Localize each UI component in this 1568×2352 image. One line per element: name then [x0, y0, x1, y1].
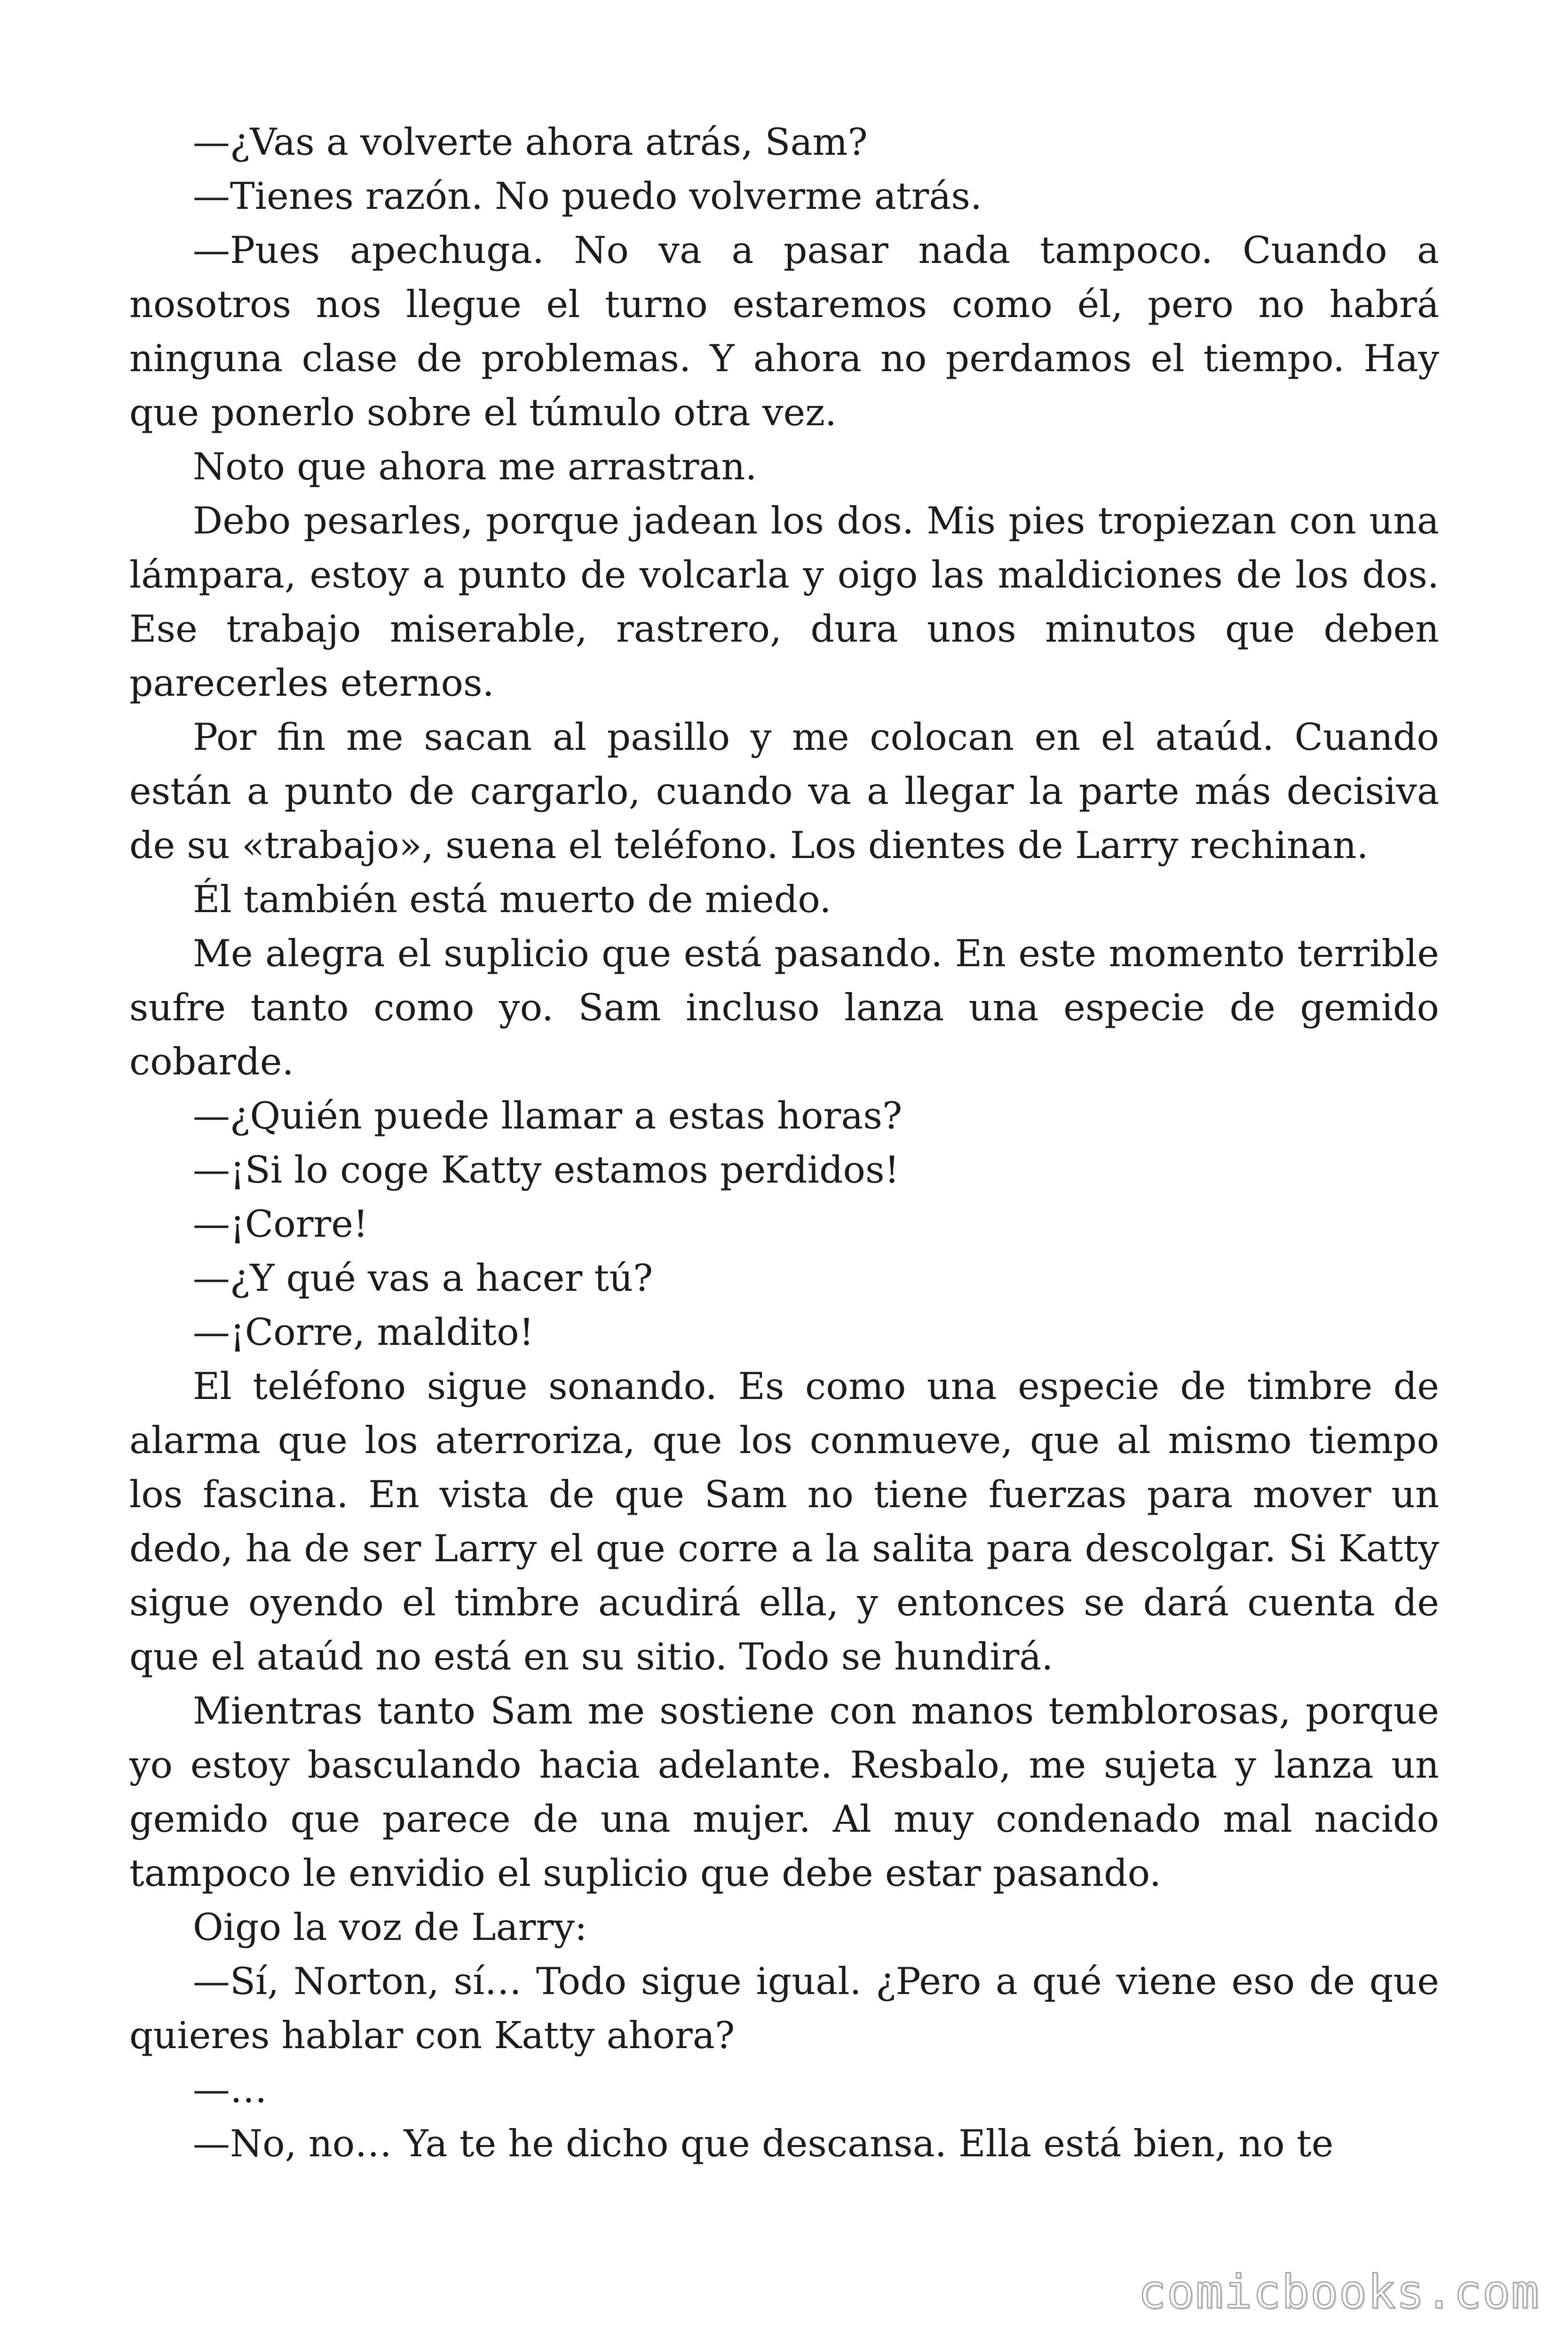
watermark-logo: comicbooks.com: [1138, 2265, 1540, 2319]
paragraph: Noto que ahora me arrastran.: [193, 445, 757, 488]
paragraph: —Pues apechuga. No va a pasar nada tampoco. Cuando a nosotros nos llegue el turno estaremos como él, pero no habrá ninguna clase de problemas. Y ahora no perdamos el tiempo. Hay que ponerlo sobre el túmulo otra vez.: [129, 229, 1439, 434]
paragraph: —¡Corre, maldito!: [193, 1311, 534, 1354]
paragraph: —¿Y qué vas a hacer tú?: [193, 1256, 653, 1300]
paragraph: —…: [193, 2068, 267, 2111]
paragraph: El teléfono sigue sonando. Es como una especie de timbre de alarma que los aterroriza, que los conmueve, que al mismo tiempo los fascina. En vista de que Sam no tiene fuerzas para mover un dedo, ha de ser Larry el que corre a la salita para descolgar. Si Katty sigue oyendo el timbre acudirá ella, y entonces se dará cuenta de que el ataúd no está en su sitio. Todo se hundirá.: [129, 1365, 1439, 1678]
paragraph: Oigo la voz de Larry:: [193, 1906, 587, 1949]
paragraph: —¡Si lo coge Katty estamos perdidos!: [193, 1148, 900, 1192]
paragraph: —¿Quién puede llamar a estas horas?: [193, 1094, 903, 1137]
paragraph: Él también está muerto de miedo.: [193, 878, 832, 921]
paragraph: —No, no… Ya te he dicho que descansa. Ella está bien, no te: [193, 2122, 1334, 2165]
paragraph: Debo pesarles, porque jadean los dos. Mis pies tropiezan con una lámpara, estoy a punto de volcarla y oigo las maldiciones de los dos. Ese trabajo miserable, rastrero, dura unos minutos que deben parecerles eternos.: [129, 499, 1439, 705]
paragraph: —Sí, Norton, sí… Todo sigue igual. ¿Pero a qué viene eso de que quieres hablar con Katty ahora?: [129, 1960, 1439, 2057]
paragraph: —Tienes razón. No puedo volverme atrás.: [193, 175, 982, 218]
paragraph: —¡Corre!: [193, 1202, 368, 1246]
paragraph: Mientras tanto Sam me sostiene con manos temblorosas, porque yo estoy basculando hacia adelante. Resbalo, me sujeta y lanza un gemido que parece de una mujer. Al muy condenado mal nacido tampoco le envidio el suplicio que debe estar pasando.: [129, 1689, 1439, 1895]
body-text: [129, 115, 1439, 2171]
paragraph: Por fin me sacan al pasillo y me colocan en el ataúd. Cuando están a punto de cargarlo, cuando va a llegar la parte más decisiva de su «trabajo», suena el teléfono. Los dientes de Larry rechinan.: [129, 715, 1439, 867]
paragraph: Me alegra el suplicio que está pasando. En este momento terrible sufre tanto como yo. Sam incluso lanza una especie de gemido cobarde.: [129, 932, 1439, 1083]
paragraph: —¿Vas a volverte ahora atrás, Sam?: [193, 120, 868, 164]
